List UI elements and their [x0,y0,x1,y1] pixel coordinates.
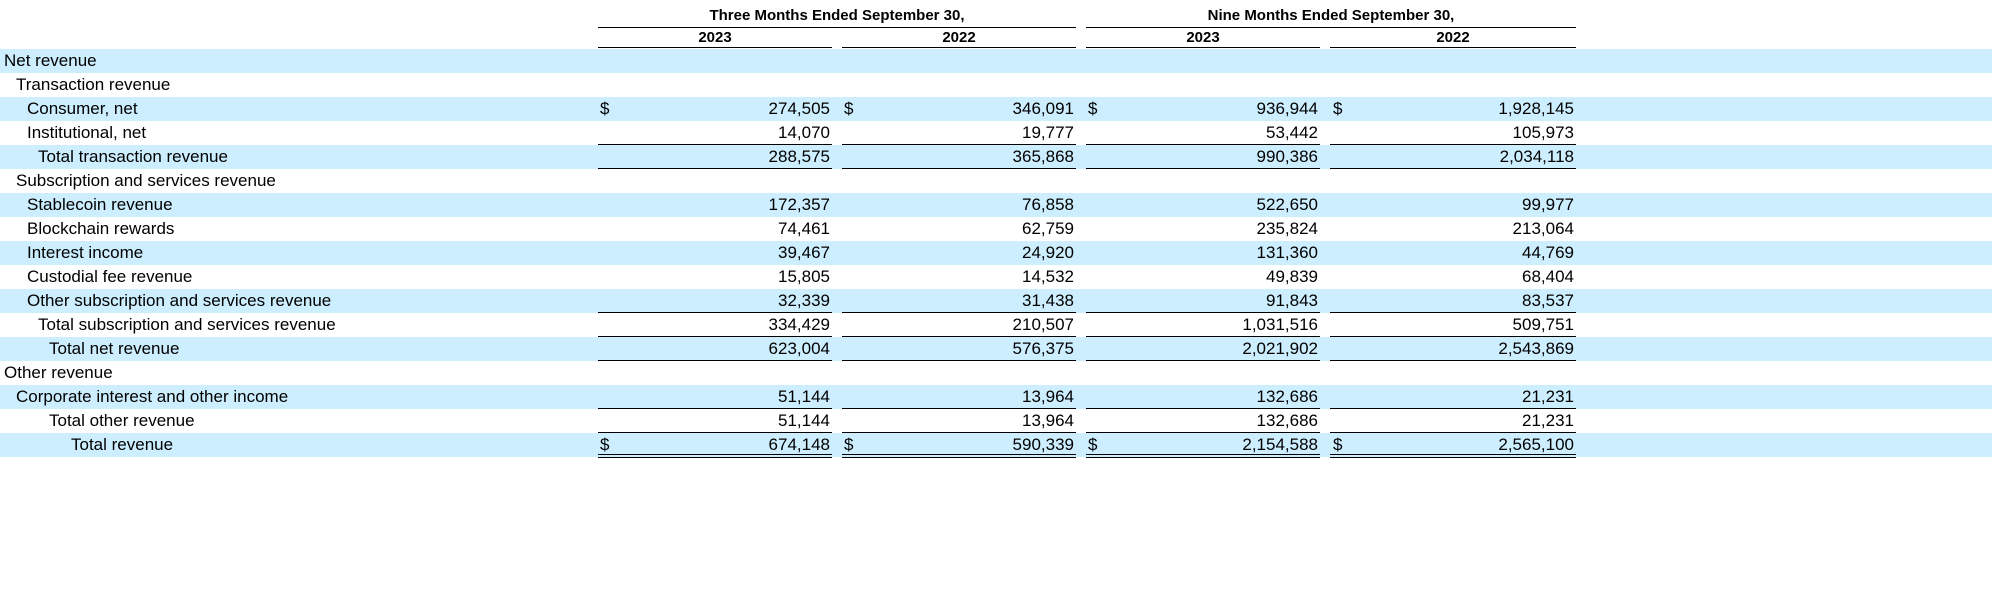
row-label: Consumer, net [27,99,138,118]
table-row [0,361,1992,385]
cell-value: 14,532 [1022,267,1074,286]
cell-value: 936,944 [1256,99,1318,118]
row-label: Transaction revenue [16,75,171,94]
header-three-months: Three Months Ended September 30, [709,7,965,24]
row-label: Custodial fee revenue [27,267,193,286]
row-label: Corporate interest and other income [16,387,289,406]
subtotal-rule [598,168,832,169]
cell-value: 83,537 [1522,291,1574,310]
cell-value: 509,751 [1512,315,1574,334]
row-label: Total net revenue [49,339,180,358]
total-double-rule [1330,457,1576,458]
table-row [0,169,1992,193]
cell-value: 21,231 [1522,387,1574,406]
cell-value: 74,461 [778,219,830,238]
cell-value: 990,386 [1256,147,1318,166]
cell-value: 2,154,588 [1242,435,1318,454]
table-row [0,121,1992,145]
cell-value: 365,868 [1012,147,1074,166]
total-double-rule [1086,457,1320,458]
cell-value: 13,964 [1022,411,1074,430]
cell-value: 99,977 [1522,195,1574,214]
header-rule [598,27,1076,28]
table-row [0,409,1992,433]
subtotal-rule [1086,168,1320,169]
cell-value: 132,686 [1256,411,1318,430]
row-label: Total other revenue [49,411,195,430]
row-label: Total transaction revenue [38,147,228,166]
currency-symbol: $ [600,435,610,454]
cell-value: 24,920 [1022,243,1074,262]
table-row [0,217,1992,241]
cell-value: 21,231 [1522,411,1574,430]
cell-value: 15,805 [778,267,830,286]
table-row [0,433,1992,457]
cell-value: 19,777 [1022,123,1074,142]
year-rule [842,47,1076,48]
cell-value: 44,769 [1522,243,1574,262]
currency-symbol: $ [1333,99,1343,118]
cell-value: 131,360 [1256,243,1318,262]
header-rule [1086,27,1576,28]
cell-value: 68,404 [1522,267,1574,286]
row-label: Other revenue [4,363,113,382]
cell-value: 2,565,100 [1498,435,1574,454]
cell-value: 274,505 [768,99,830,118]
row-label: Net revenue [4,51,97,70]
row-label: Subscription and services revenue [16,171,276,190]
table-row [0,49,1992,73]
subtotal-rule [1086,360,1320,361]
year-rule [1086,47,1320,48]
table-row [0,241,1992,265]
cell-value: 2,543,869 [1498,339,1574,358]
row-label: Institutional, net [27,123,147,142]
row-label: Interest income [27,243,144,262]
table-row [0,337,1992,361]
cell-value: 132,686 [1256,387,1318,406]
cell-value: 334,429 [768,315,830,334]
cell-value: 13,964 [1022,387,1074,406]
currency-symbol: $ [844,435,854,454]
cell-value: 51,144 [778,411,830,430]
cell-value: 2,034,118 [1499,147,1574,166]
cell-value: 590,339 [1012,435,1074,454]
table-row [0,385,1992,409]
cell-value: 62,759 [1022,219,1074,238]
currency-symbol: $ [1088,99,1098,118]
subtotal-rule [1330,168,1576,169]
header-year-9m-2023: 2023 [1186,29,1220,46]
currency-symbol: $ [844,99,854,118]
table-row [0,145,1992,169]
table-row [0,97,1992,121]
currency-symbol: $ [1333,435,1343,454]
cell-value: 576,375 [1012,339,1074,358]
cell-value: 288,575 [768,147,830,166]
table-row [0,289,1992,313]
cell-value: 76,858 [1022,195,1074,214]
table-row [0,73,1992,97]
header-year-9m-2022: 2022 [1436,29,1470,46]
cell-value: 31,438 [1022,291,1074,310]
subtotal-rule [842,168,1076,169]
cell-value: 623,004 [768,339,830,358]
row-label: Total subscription and services revenue [38,315,336,334]
subtotal-rule [598,360,832,361]
cell-value: 346,091 [1012,99,1074,118]
cell-value: 32,339 [778,291,830,310]
cell-value: 674,148 [768,435,830,454]
cell-value: 105,973 [1512,123,1574,142]
cell-value: 522,650 [1256,195,1318,214]
cell-value: 172,357 [768,195,830,214]
cell-value: 53,442 [1266,123,1318,142]
row-label: Stablecoin revenue [27,195,173,214]
header-nine-months: Nine Months Ended September 30, [1207,7,1455,24]
year-rule [1330,47,1576,48]
cell-value: 91,843 [1266,291,1318,310]
cell-value: 14,070 [778,123,830,142]
table-row [0,313,1992,337]
subtotal-rule [842,360,1076,361]
cell-value: 39,467 [778,243,830,262]
cell-value: 49,839 [1266,267,1318,286]
cell-value: 235,824 [1256,219,1318,238]
table-row [0,193,1992,217]
header-year-q3-2022: 2022 [942,29,976,46]
currency-symbol: $ [1088,435,1098,454]
currency-symbol: $ [600,99,610,118]
cell-value: 1,928,145 [1498,99,1574,118]
cell-value: 2,021,902 [1242,339,1318,358]
table-row [0,265,1992,289]
row-label: Other subscription and services revenue [27,291,332,310]
year-rule [598,47,832,48]
cell-value: 51,144 [778,387,830,406]
row-label: Blockchain rewards [27,219,175,238]
cell-value: 213,064 [1512,219,1574,238]
cell-value: 1,031,516 [1242,315,1318,334]
total-double-rule [842,457,1076,458]
header-year-q3-2023: 2023 [698,29,732,46]
cell-value: 210,507 [1012,315,1074,334]
subtotal-rule [1330,360,1576,361]
row-label: Total revenue [71,435,174,454]
total-double-rule [598,457,832,458]
